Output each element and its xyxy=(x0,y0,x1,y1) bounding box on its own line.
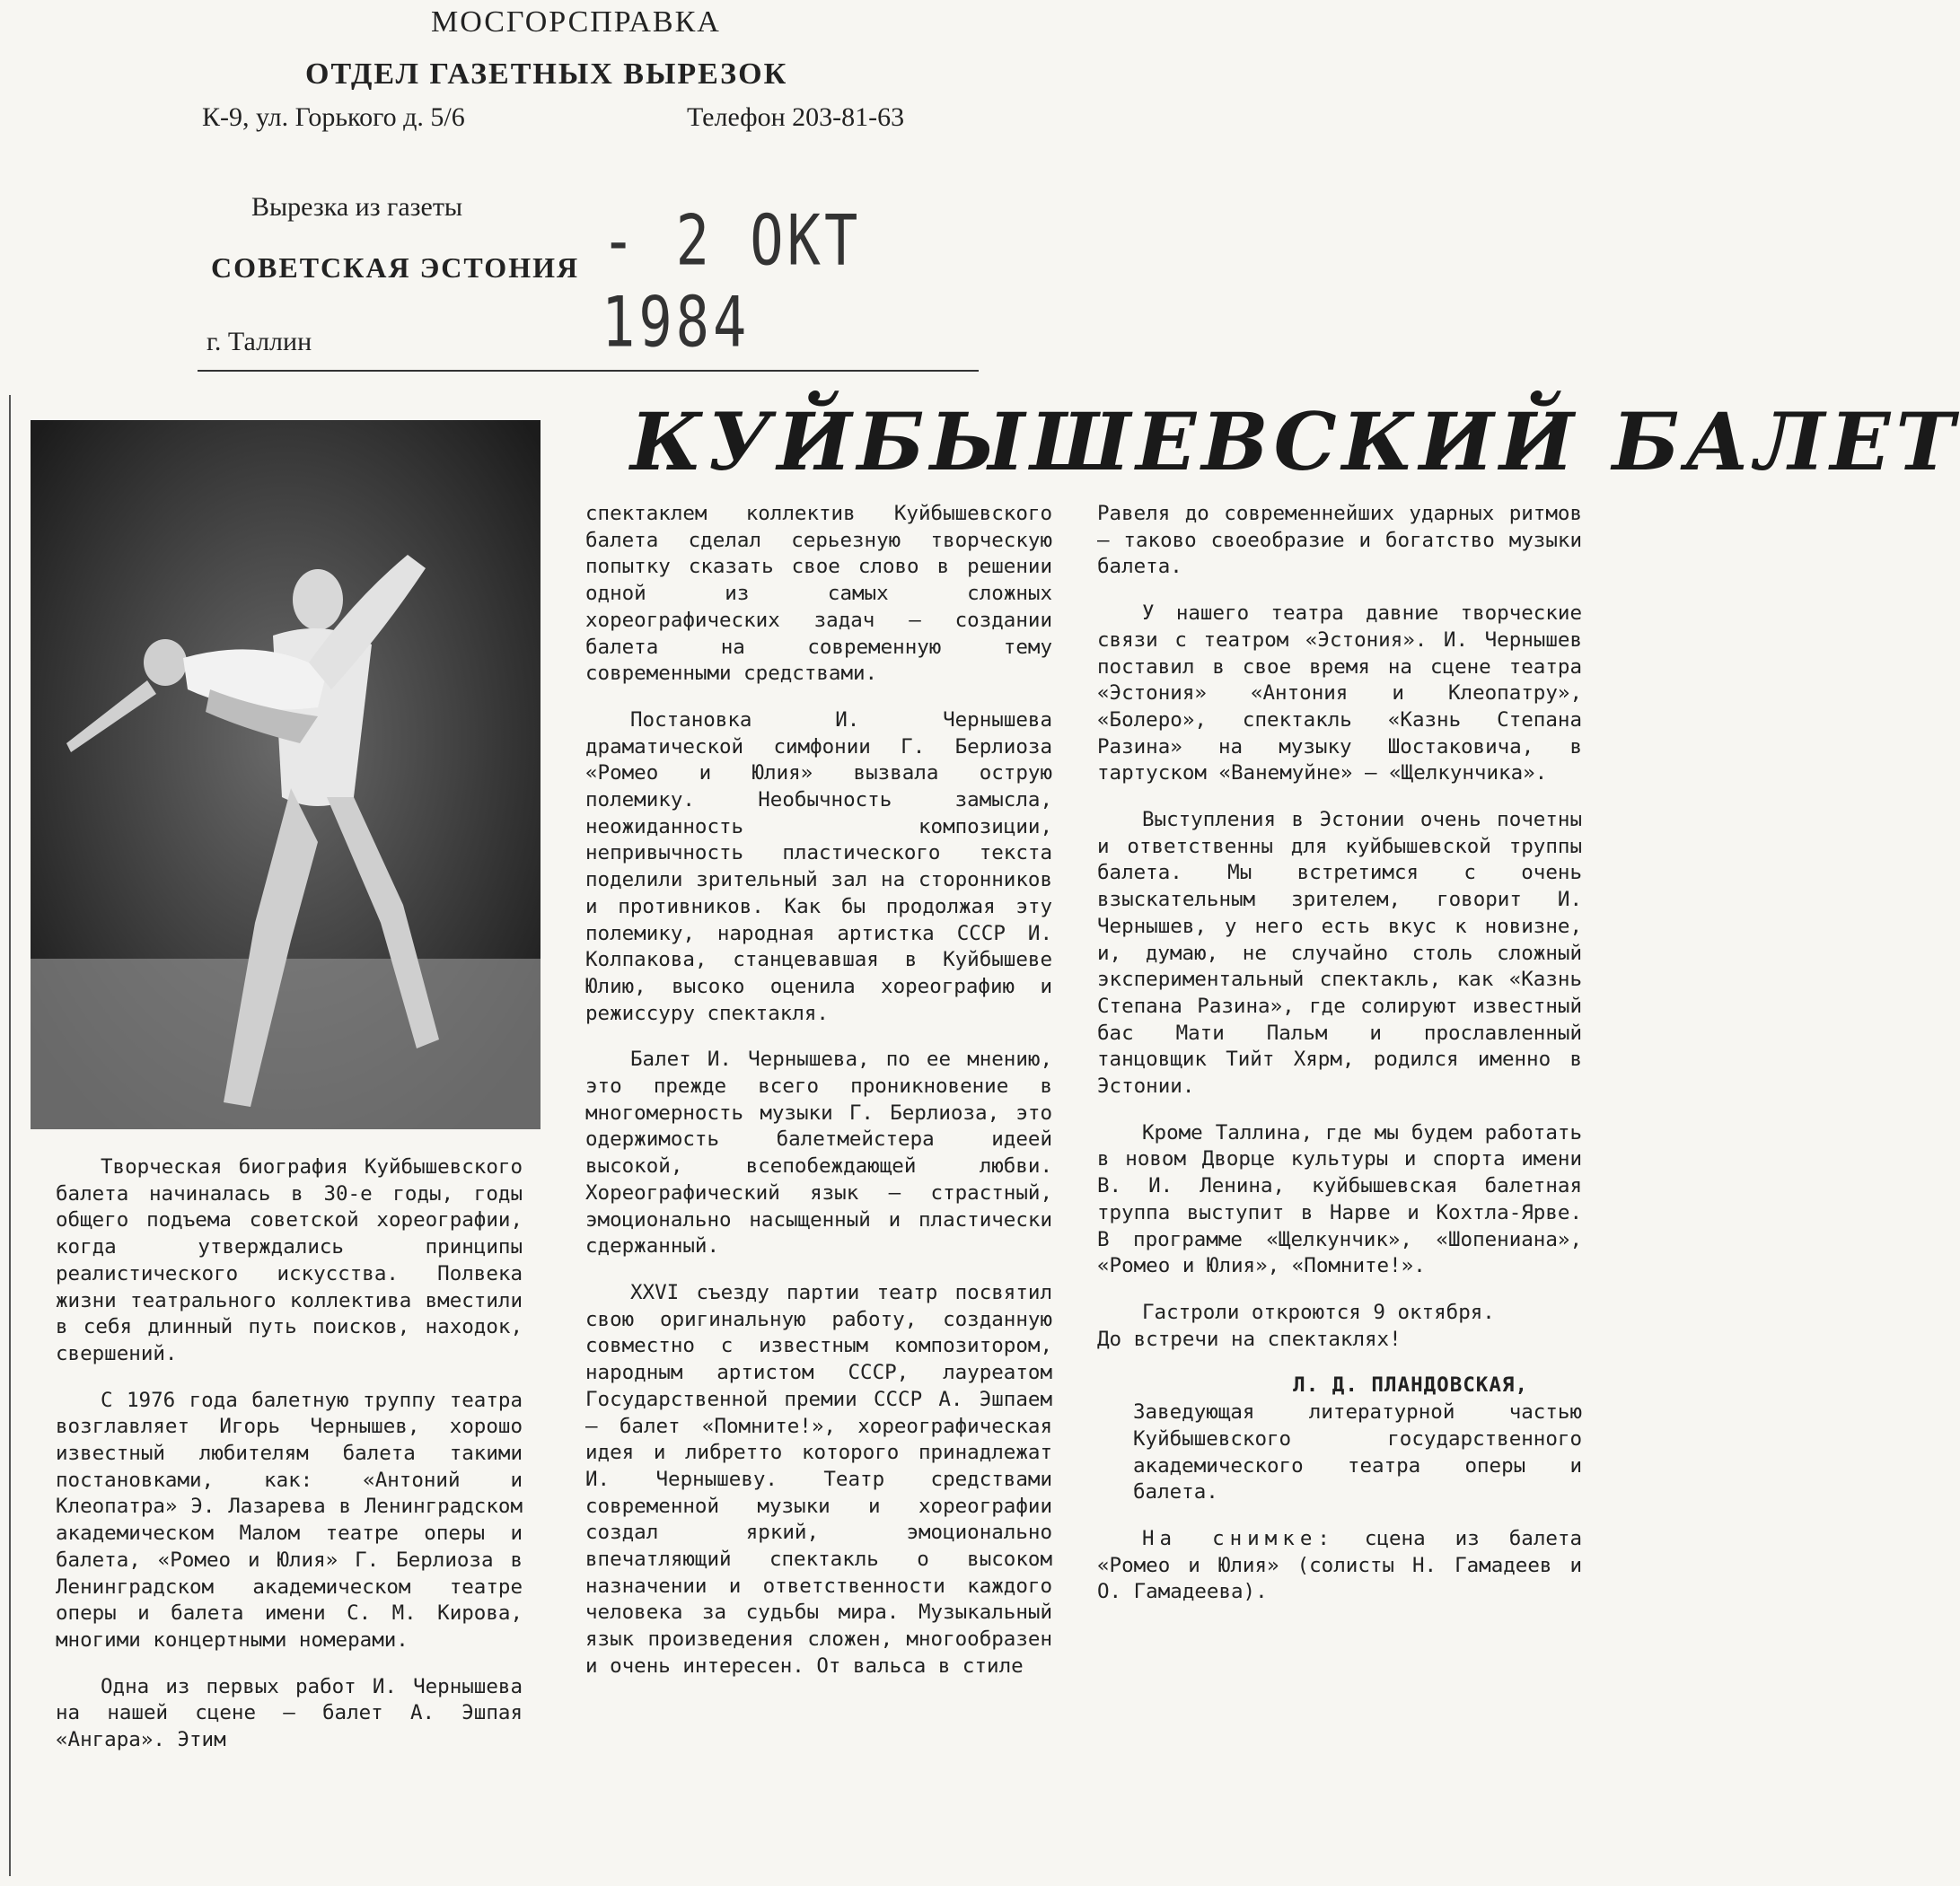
article-column-3 xyxy=(1097,501,1582,1626)
col1-paragraph-3: Одна из первых работ И. Чернышева на нашей сцене — балет А. Эшпая «Ангара». Этим xyxy=(56,1674,523,1752)
date-stamp: - 2 ОКТ 1984 xyxy=(602,198,862,364)
newspaper-clipping xyxy=(9,395,1960,1876)
service-org-name: МОСГОРСПРАВКА xyxy=(431,5,721,39)
col1-paragraph-1: Творческая биография Куйбышевского балета начиналась в 30-е годы, годы общего подъема советской хореографии, когда утверждались принципы реалистического искусства. Полвека жизни театрального коллектива вместили в себя длинный путь поисков, находок, свершений. xyxy=(56,1155,523,1365)
signature-name: Л. Д. ПЛАНДОВСКАЯ, xyxy=(1293,1373,1528,1398)
col3-paragraph-5: Гастроли откроются 9 октября. xyxy=(1142,1300,1495,1324)
caption-lead: На снимке: xyxy=(1142,1526,1335,1550)
col3-paragraph-2: У нашего театра давние творческие связи с театром «Эстония». И. Чернышев поставил в свое время на сцене театра «Эстония» «Антония и Клеопатру», «Болеро», спектакль «Казнь Степана Разина» на музыку Шостаковича, в тартуском «Ванемуйне» — «Щелкунчика». xyxy=(1097,601,1582,785)
col2-paragraph-3: Балет И. Чернышева, по ее мнению, это прежде всего проникновение в многомерность музыки Г. Берлиоза, это одержимость балетмейстера идеей высокой, всепобеждающей любви. Хореографический язык — страстный, эмоционально насыщенный и пластически сдержанный. xyxy=(585,1048,1052,1259)
col3-paragraph-4: Кроме Таллина, где мы будем работать в новом Дворце культуры и спорта имени В. И. Ленина, куйбышевская балетная труппа выступит в Нарве и Кохтла-Ярве. В программе «Щелкунчик», «Шопениана», «Ромео и Юлия», «Помните!». xyxy=(1097,1120,1582,1278)
ballet-dancers-image xyxy=(31,420,541,1129)
photo-caption xyxy=(1097,1526,1582,1606)
article-column-1 xyxy=(56,1154,523,1774)
col1-paragraph-2: С 1976 года балетную труппу театра возглавляет Игорь Чернышев, хорошо известный любителям балета такими постановками, как: «Антоний и Клеопатра» Э. Лазарева в Ленинградском академическом Малом театре оперы и балета, «Ромео и Юлия» Г. Берлиоза в Ленинградском академическом театре оперы и балета имени С. М. Кирова, многими концертными номерами. xyxy=(56,1388,523,1652)
newspaper-name: СОВЕТСКАЯ ЭСТОНИЯ xyxy=(211,251,580,284)
article-column-2 xyxy=(585,501,1052,1700)
col2-paragraph-1: спектаклем коллектив Куйбышевского балета сделал серьезную творческую попытку сказать свое слово в решении одной из самых сложных хореографических задач — создании балета на современную тему современными средствами. xyxy=(585,502,1052,686)
cut-from-label: Вырезка из газеты xyxy=(251,192,463,222)
col2-paragraph-4: XXVI съезду партии театр посвятил свою оригинальную работу, созданную совместно с известным композитором, народным артистом СССР, лауреатом Государственной премии СССР А. Эшпаем — балет «Помните!», хореографическая идея и либретто которого принадлежат И. Чернышеву. Театр средствами современной музыки и хореографии создал яркий, эмоционально впечатляющий спектакль о высоком назначении и ответственности каждого человека за судьбы мира. Музыкальный язык произведения сложен, многообразен и очень интересен. От вальса в стиле xyxy=(585,1280,1052,1678)
service-address: К-9, ул. Горького д. 5/6 xyxy=(202,102,465,132)
article-headline: КУЙБЫШЕВСКИЙ БАЛЕТ xyxy=(630,395,1960,488)
col2-paragraph-2: Постановка И. Чернышева драматической симфонии Г. Берлиоза «Ромео и Юлия» вызвала острую полемику. Необычность замысла, неожиданность композиции, непривычность пластического текста поделили зрительный зал на сторонников и противников. Как бы продолжая эту полемику, народная артистка СССР И. Колпакова, станцевавшая в Куйбышеве Юлию, высоко оценила хореографию и режиссуру спектакля. xyxy=(585,707,1052,1025)
clipping-service-label xyxy=(198,0,988,386)
signature-role: Заведующая литературной частью Куйбышевского государственного академического театра оперы и балета. xyxy=(1133,1400,1582,1504)
city-name: г. Таллин xyxy=(207,327,312,356)
col3-paragraph-1: Равеля до современнейших ударных ритмов — таково своеобразие и богатство музыки балета. xyxy=(1097,502,1582,579)
ballet-photo xyxy=(31,420,541,1129)
col3-paragraph-6: До встречи на спектаклях! xyxy=(1097,1327,1402,1351)
col3-paragraph-3: Выступления в Эстонии очень почетны и ответственны для куйбышевской труппы балета. Мы встретимся с очень взыскательным зрителем, говорит И. Чернышев, у него есть вкус к новизне, и, думаю, не случайно столь сложный экспериментальный спектакль, как «Казнь Степана Разина», где солируют известный бас Мати Пальм и прославленный танцовщик Тийт Хярм, родился именно в Эстонии. xyxy=(1097,808,1582,1099)
label-divider xyxy=(198,370,979,372)
signature-block xyxy=(1097,1373,1582,1506)
service-dept-name: ОТДЕЛ ГАЗЕТНЫХ ВЫРЕЗОК xyxy=(305,57,788,91)
caption-text: сцена из балета «Ромео и Юлия» (солисты Н. Гамадеев и О. Гамадеева). xyxy=(1097,1526,1583,1604)
service-phone: Телефон 203-81-63 xyxy=(687,102,905,132)
